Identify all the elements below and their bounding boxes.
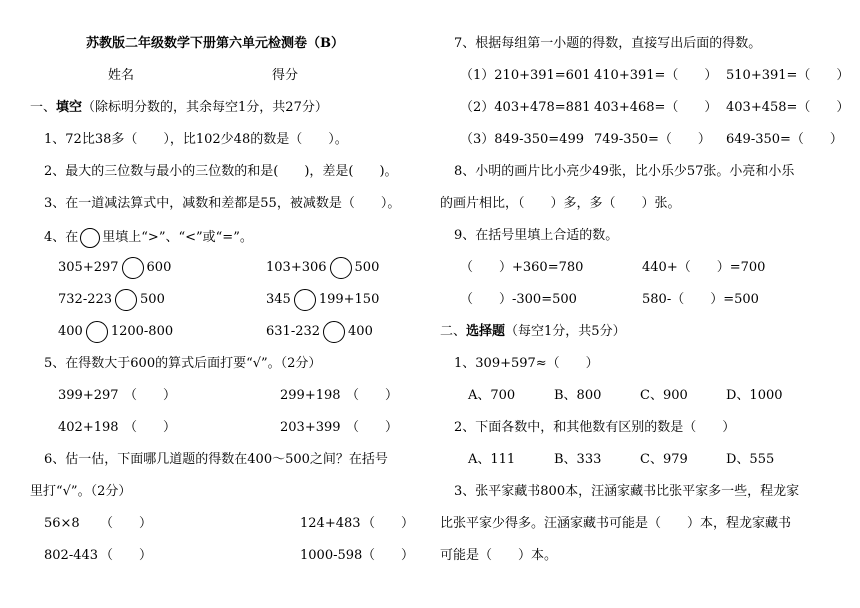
compare-left: 305+297 xyxy=(58,260,119,275)
question-4 xyxy=(44,226,410,250)
choice-option[interactable]: C、979 xyxy=(640,452,688,467)
compare-circle-icon[interactable] xyxy=(115,289,137,311)
left-column xyxy=(0,0,415,608)
q4-prefix: 4、在 xyxy=(44,230,79,245)
q7-given: （2）403+478=881 xyxy=(460,100,591,115)
compare-item xyxy=(266,256,379,280)
choice-option[interactable]: A、111 xyxy=(468,452,516,467)
question-2: 2、最大的三位数与最小的三位数的和是( )，差是( )。 xyxy=(44,164,398,179)
choice-option[interactable]: B、333 xyxy=(554,452,602,467)
compare-left: 103+306 xyxy=(266,260,327,275)
compare-right: 199+150 xyxy=(318,292,380,307)
section2-number: 二、 xyxy=(440,324,467,339)
q6-row-2 xyxy=(0,544,415,568)
section2-title: 选择题 xyxy=(466,324,506,339)
question-8-line2: 的画片相比，（ ）多，多（ ）张。 xyxy=(440,196,681,211)
choice-2-options xyxy=(432,448,842,472)
q5-expr: 402+198 xyxy=(58,420,119,435)
q7-blank-a[interactable]: 749-350=（ ） xyxy=(594,132,711,147)
q7-row-2 xyxy=(432,96,850,120)
section2-note: （每空1分，共5分） xyxy=(505,324,626,339)
question-7: 7、根据每组第一小题的得数，直接写出后面的得数。 xyxy=(454,36,762,51)
q7-row-1 xyxy=(432,64,850,88)
choice-question-1: 1、309+597≈（ ） xyxy=(454,356,599,371)
question-6-line2: 里打“√”。（2分） xyxy=(30,484,132,499)
compare-circle-icon[interactable] xyxy=(330,257,352,279)
question-3: 3、在一道减法算式中，减数和差都是55，被减数是（ ）。 xyxy=(44,196,401,211)
q7-given: （3）849-350=499 xyxy=(460,132,584,147)
compare-circle-icon[interactable] xyxy=(86,321,108,343)
q5-row-1 xyxy=(0,384,410,408)
compare-left: 400 xyxy=(58,324,83,339)
q9-row-2 xyxy=(432,288,842,312)
choice-question-3-line1: 3、张平家藏书800本，汪涵家藏书比张平家多一些，程龙家 xyxy=(454,484,800,499)
q4-row-1 xyxy=(0,256,410,280)
choice-option[interactable]: C、900 xyxy=(640,388,688,403)
compare-circle-icon[interactable] xyxy=(294,289,316,311)
compare-left: 732-223 xyxy=(58,292,113,307)
question-5: 5、在得数大于600的算式后面打要“√”。（2分） xyxy=(44,356,322,371)
q5-expr: 203+399 xyxy=(280,420,341,435)
q6-row-1 xyxy=(0,512,415,536)
q6-answer-blank[interactable]: （ ） xyxy=(362,548,415,563)
compare-item xyxy=(266,288,379,312)
section1-title: 填空 xyxy=(56,100,83,115)
section1-number: 一、 xyxy=(30,100,57,115)
choice-option[interactable]: D、1000 xyxy=(726,388,783,403)
choice-option[interactable]: A、700 xyxy=(468,388,516,403)
q5-answer-blank[interactable]: （ ） xyxy=(124,420,177,435)
q7-given: （1）210+391=601 xyxy=(460,68,591,83)
q4-row-2 xyxy=(0,288,410,312)
compare-left: 631-232 xyxy=(266,324,321,339)
q7-blank-b[interactable]: 510+391=（ ） xyxy=(726,68,850,83)
q9-item[interactable]: 440+（ ）=700 xyxy=(642,260,766,275)
compare-right: 400 xyxy=(348,324,373,339)
compare-right: 1200-800 xyxy=(110,324,174,339)
compare-item xyxy=(58,256,171,280)
q6-expr: 802-443 xyxy=(44,548,99,563)
section2-heading xyxy=(440,320,842,344)
section1-note: （除标明分数的，其余每空1分，共27分） xyxy=(82,100,328,115)
question-9: 9、在括号里填上合适的数。 xyxy=(454,228,619,243)
q7-blank-a[interactable]: 410+391=（ ） xyxy=(594,68,718,83)
q5-expr: 299+198 xyxy=(280,388,341,403)
exam-title: 苏教版二年级数学下册第六单元检测卷（B） xyxy=(86,36,344,51)
section1-heading xyxy=(30,96,410,120)
question-6-line1: 6、估一估，下面哪几道题的得数在400～500之间？在括号 xyxy=(44,452,388,467)
q4-suffix: 里填上“>”、“<”或“=”。 xyxy=(102,230,253,245)
q9-item[interactable]: （ ）-300=500 xyxy=(460,292,577,307)
choice-question-3-line3: 可能是（ ）本。 xyxy=(440,548,558,563)
q9-item[interactable]: 580-（ ）=500 xyxy=(642,292,759,307)
question-8-line1: 8、小明的画片比小亮少49张，比小乐少57张。小亮和小乐 xyxy=(454,164,795,179)
q7-blank-b[interactable]: 649-350=（ ） xyxy=(726,132,843,147)
compare-item xyxy=(58,320,173,344)
q6-answer-blank[interactable]: （ ） xyxy=(362,516,415,531)
compare-left: 345 xyxy=(266,292,291,307)
choice-option[interactable]: D、555 xyxy=(726,452,775,467)
right-column xyxy=(432,0,850,608)
q6-expr: 1000-598 xyxy=(300,548,363,563)
compare-circle-icon[interactable] xyxy=(122,257,144,279)
compare-right: 500 xyxy=(140,292,165,307)
q6-answer-blank[interactable]: （ ） xyxy=(100,548,153,563)
choice-1-options xyxy=(432,384,842,408)
q5-answer-blank[interactable]: （ ） xyxy=(346,388,399,403)
q6-expr: 56×8 xyxy=(44,516,80,531)
score-label: 得分 xyxy=(272,68,299,83)
compare-item xyxy=(58,288,165,312)
header-info-row xyxy=(0,64,410,88)
choice-question-3-line2: 比张平家少得多。汪涵家藏书可能是（ ）本，程龙家藏书 xyxy=(440,516,792,531)
q9-item[interactable]: （ ）+360=780 xyxy=(460,260,584,275)
compare-circle-icon[interactable] xyxy=(323,321,345,343)
compare-right: 500 xyxy=(354,260,380,275)
q6-expr: 124+483 xyxy=(300,516,361,531)
choice-question-2: 2、下面各数中，和其他数有区别的数是（ ） xyxy=(454,420,736,435)
q5-answer-blank[interactable]: （ ） xyxy=(346,420,399,435)
compare-item xyxy=(266,320,373,344)
q7-row-3 xyxy=(432,128,842,152)
name-label: 姓名 xyxy=(108,68,135,83)
q4-row-3 xyxy=(0,320,410,344)
answer-circle-icon xyxy=(80,228,100,248)
q9-row-1 xyxy=(432,256,842,280)
q7-blank-a[interactable]: 403+468=（ ） xyxy=(594,100,718,115)
q5-row-2 xyxy=(0,416,410,440)
choice-option[interactable]: B、800 xyxy=(554,388,602,403)
q5-expr: 399+297 xyxy=(58,388,119,403)
q6-answer-blank[interactable]: （ ） xyxy=(100,516,153,531)
q7-blank-b[interactable]: 403+458=（ ） xyxy=(726,100,850,115)
compare-right: 600 xyxy=(146,260,172,275)
question-1: 1、72比38多（ ），比102少48的数是（ ）。 xyxy=(44,132,348,147)
q5-answer-blank[interactable]: （ ） xyxy=(124,388,177,403)
